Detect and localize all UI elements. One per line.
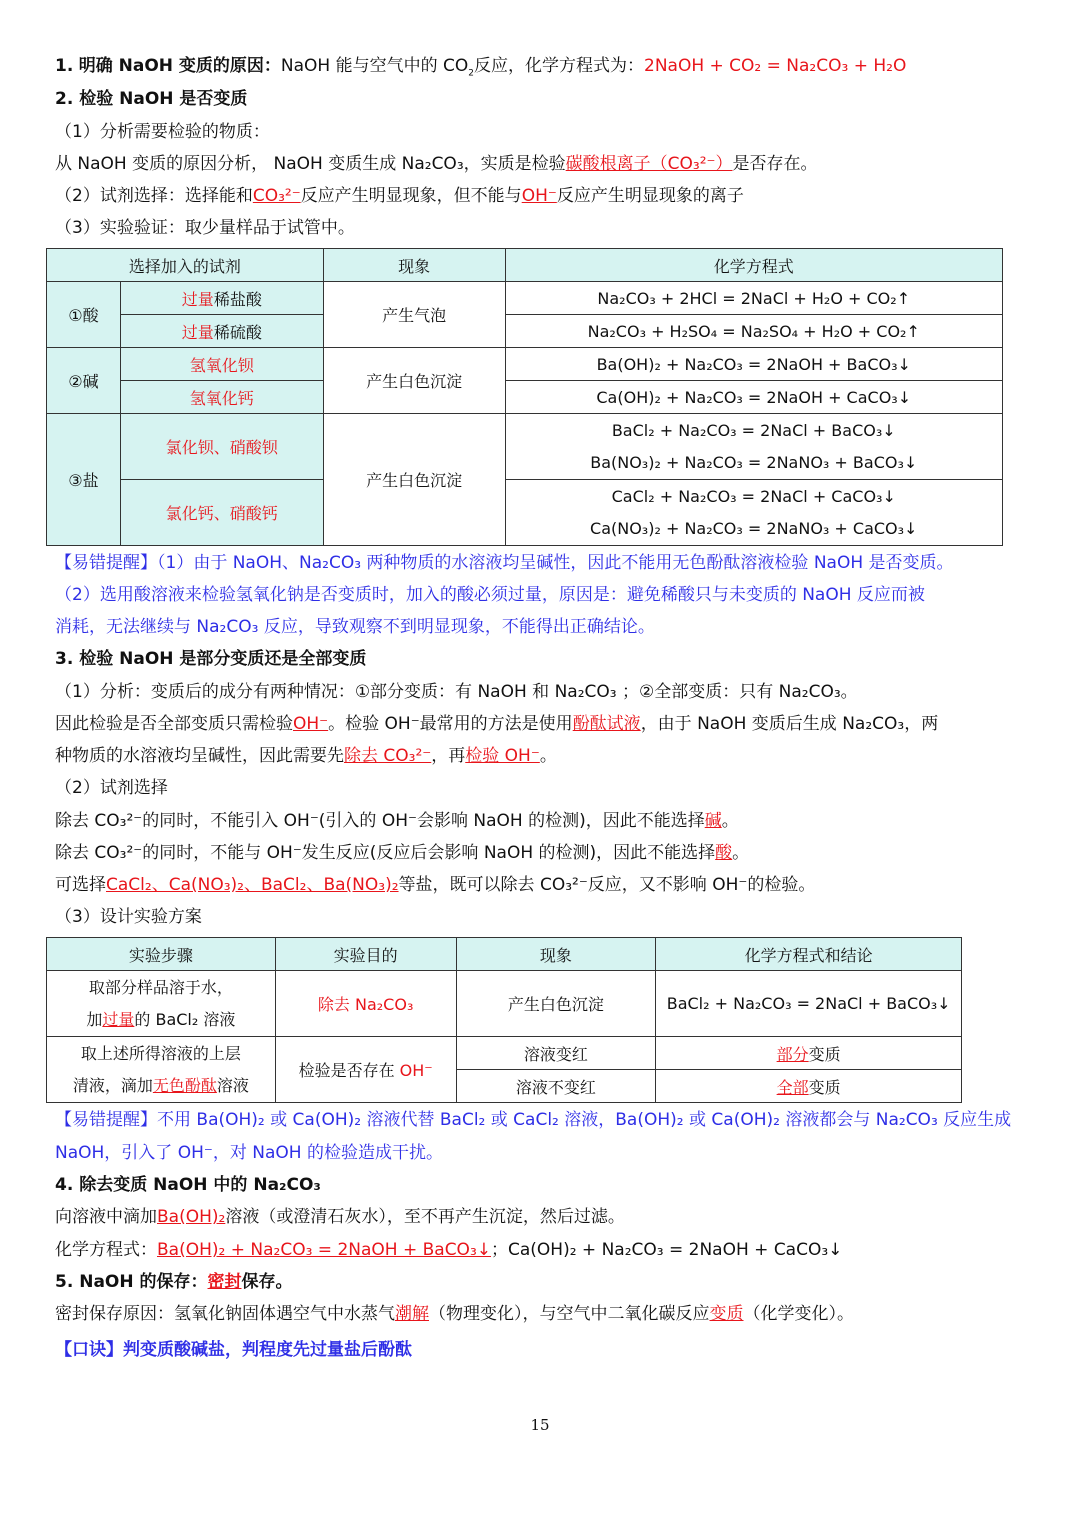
s4-p1-text: 向溶液中滴加: [55, 1207, 157, 1227]
full-answer: 全部: [776, 1077, 809, 1097]
s3-p3-end: 。: [539, 746, 557, 766]
equation-hcl: Na₂CO₃ + 2HCl = 2NaCl + H₂O + CO₂↑: [505, 282, 1003, 315]
header-purpose: 实验目的: [275, 938, 456, 971]
section1-line: [55, 53, 906, 79]
section4-p1: [55, 1204, 625, 1230]
base-answer: 碱: [704, 811, 722, 831]
section2-title: 检验 NaOH 是否变质: [79, 89, 248, 109]
phenolphthalein-answer: 无色酚酞: [152, 1075, 217, 1095]
salts-answer: CaCl₂、Ca(NO₃)₂、BaCl₂、Ba(NO₃)₂: [106, 875, 399, 895]
step-1-line1: 取部分样品溶于水，: [88, 977, 233, 997]
reagent-excess: 过量: [181, 322, 214, 342]
conclusion-partial: [656, 1037, 962, 1070]
section3-p6: [55, 840, 749, 866]
equation-1: BaCl₂ + Na₂CO₃ = 2NaCl + BaCO₃↓: [656, 971, 962, 1037]
section2-p4: （3）实验验证：取少量样品于试管中。: [55, 218, 355, 238]
phenomenon-base: 产生白色沉淀: [323, 348, 505, 414]
group-salt: ③盐: [47, 414, 121, 546]
acid-answer: 酸: [715, 843, 733, 863]
page-number: 15: [530, 1416, 550, 1434]
step-1: [47, 971, 276, 1037]
s4-p1-end: 溶液（或澄清石灰水），至不再产生沉淀，然后过滤。: [225, 1207, 625, 1227]
s3-p2-text: 因此检验是否全部变质只需检验: [55, 714, 293, 734]
section3-p1: （1）分析：变质后的成分有两种情况：①部分变质：有 NaOH 和 Na₂CO₃ ；②全部变质：只有 Na₂CO₃。: [55, 682, 858, 702]
s5-p1-mid: （物理变化），与空气中二氧化碳反应: [429, 1304, 710, 1324]
step-2: [47, 1037, 276, 1103]
section2-heading: [55, 86, 247, 112]
section2-p2-text: 从 NaOH 变质的原因分析， NaOH 变质生成 Na₂CO₃，实质是检验: [55, 154, 566, 174]
reagent-barium-salts: 氯化钡、硝酸钡: [120, 414, 323, 480]
header-reagent: 选择加入的试剂: [47, 249, 324, 282]
s3-p5-end: 。: [721, 811, 739, 831]
section3-p8: （3）设计实验方案: [55, 907, 202, 927]
conclusion-text: 变质: [808, 1044, 841, 1064]
reagent-baoh2: 氢氧化钡: [120, 348, 323, 381]
excess-answer: 过量: [102, 1009, 135, 1029]
section2-number: 2.: [55, 89, 74, 109]
step-text: 加: [86, 1009, 103, 1029]
phenolphthalein-answer: 酚酞试液: [572, 714, 641, 734]
s5-p1-text: 密封保存原因：氢氧化钠固体遇空气中水蒸气: [55, 1304, 395, 1324]
section5-title: NaOH 的保存：: [79, 1272, 208, 1292]
equation-bano3: Ba(NO₃)₂ + Na₂CO₃ = 2NaNO₃ + BaCO₃↓: [505, 447, 1003, 480]
section4-p2: [55, 1237, 842, 1263]
hydroxide-answer: OH⁻: [521, 186, 557, 206]
equation-answer: Ba(OH)₂ + Na₂CO₃ = 2NaOH + BaCO₃↓: [157, 1240, 491, 1260]
header-step: 实验步骤: [47, 938, 276, 971]
experiment-table: [46, 937, 962, 1103]
purpose-2: [275, 1037, 456, 1103]
s3-p6-text: 除去 CO₃²⁻的同时，不能与 OH⁻发生反应(反应后会影响 NaOH 的检测)，因此不能选择: [55, 843, 716, 863]
baoh2-answer: Ba(OH)₂: [157, 1207, 226, 1227]
equation-bacl2: BaCl₂ + Na₂CO₃ = 2NaCl + BaCO₃↓: [505, 414, 1003, 447]
group-base: ②碱: [47, 348, 121, 414]
phenomenon-1: 产生白色沉淀: [456, 971, 656, 1037]
reagent-caoh2: 氢氧化钙: [120, 381, 323, 414]
section5-p1: [55, 1301, 854, 1327]
section3-p3: [55, 743, 557, 769]
section1-title: 明确 NaOH 变质的原因：: [78, 56, 281, 76]
carbonate-answer: CO₃²⁻: [252, 186, 301, 206]
s3-p2-mid: 。检验 OH⁻最常用的方法是使用: [328, 714, 573, 734]
purpose-1: 除去 Na₂CO₃: [275, 971, 456, 1037]
s3-p2-end: ，由于 NaOH 变质后生成 Na₂CO₃，两: [640, 714, 939, 734]
tip2-line2: NaOH，引入了 OH⁻，对 NaOH 的检验造成干扰。: [55, 1143, 443, 1163]
deliquescence-answer: 潮解: [395, 1304, 429, 1324]
section3-heading: [55, 646, 366, 672]
partial-answer: 部分: [776, 1044, 809, 1064]
s3-p7-end: 等盐，既可以除去 CO₃²⁻反应，又不影响 OH⁻的检验。: [398, 875, 816, 895]
section2-p1: （1）分析需要检验的物质：: [55, 122, 270, 142]
equation-caoh2: Ca(OH)₂ + Na₂CO₃ = 2NaOH + CaCO₃↓: [505, 381, 1003, 414]
purpose-text: 检验是否存在: [298, 1061, 400, 1080]
conclusion-text: 变质: [808, 1077, 841, 1097]
carbonate-ion-answer: 碳酸根离子（CO₃²⁻）: [565, 154, 733, 174]
section2-p3-text: （2）试剂选择：选择能和: [55, 186, 253, 206]
section4-title: 除去变质 NaOH 中的 Na₂CO₃: [79, 1175, 321, 1195]
reagent-excess: 过量: [181, 289, 214, 309]
equation-cacl2: CaCl₂ + Na₂CO₃ = 2NaCl + CaCO₃↓: [505, 480, 1003, 513]
s3-p5-text: 除去 CO₃²⁻的同时，不能引入 OH⁻(引入的 OH⁻会影响 NaOH 的检测)，因此不能选择: [55, 811, 705, 831]
step-2-line1: 取上述所得溶液的上层: [80, 1043, 241, 1063]
step-2-line2: [47, 1070, 275, 1102]
phenomenon-not-red: 溶液不变红: [456, 1070, 656, 1103]
s3-p3-text: 种物质的水溶液均呈碱性，因此需要先: [55, 746, 344, 766]
section2-p3: [55, 183, 744, 209]
section5-title2: 保存。: [241, 1272, 293, 1292]
reagent-hcl: [120, 282, 323, 315]
reagent-h2so4: [120, 315, 323, 348]
tip1-line1: 【易错提醒】（1）由于 NaOH、Na₂CO₃ 两种物质的水溶液均呈碱性，因此不能用无色酚酞溶液检验 NaOH 是否变质。: [55, 553, 954, 573]
hydroxide-answer: OH⁻: [293, 714, 329, 734]
hydroxide-answer: OH⁻: [399, 1061, 433, 1080]
s5-p1-end: （化学变化）。: [743, 1304, 854, 1324]
seal-answer: 密封: [207, 1272, 242, 1292]
section5-number: 5.: [55, 1272, 74, 1292]
section2-p2: [55, 151, 818, 177]
s4-p2-label: 化学方程式：: [55, 1240, 157, 1260]
section3-title: 检验 NaOH 是部分变质还是全部变质: [79, 649, 367, 669]
section3-p5: [55, 808, 739, 834]
tip1-line2: （2）选用酸溶液来检验氢氧化钠是否变质时，加入的酸必须过量，原因是：避免稀酸只与未变质的 NaOH 反应而被: [55, 585, 925, 605]
s3-p6-end: 。: [732, 843, 750, 863]
phenomenon-salt: 产生白色沉淀: [323, 414, 505, 546]
test-hydroxide-answer: 检验 OH⁻: [465, 746, 540, 766]
section2-p2-end: 是否存在。: [732, 154, 818, 174]
phenomenon-acid: 产生气泡: [323, 282, 505, 348]
remove-carbonate-answer: 除去 CO₃²⁻: [344, 746, 432, 766]
rhyme: 【口诀】判变质酸碱盐，判程度先过量盐后酚酞: [55, 1340, 412, 1360]
deterioration-answer: 变质: [709, 1304, 744, 1324]
s3-p7-text: 可选择: [55, 875, 106, 895]
section3-p2: [55, 711, 938, 737]
section1-text: NaOH 能与空气中的 CO: [280, 56, 469, 76]
section3-number: 3.: [55, 649, 74, 669]
section3-p4: （2）试剂选择: [55, 778, 168, 798]
section4-heading: [55, 1172, 321, 1198]
equation-cano3: Ca(NO₃)₂ + Na₂CO₃ = 2NaNO₃ + CaCO₃↓: [505, 513, 1003, 546]
section2-p3-mid: 反应产生明显现象，但不能与: [300, 186, 522, 206]
header-phenomenon: 现象: [323, 249, 505, 282]
phenomenon-red: 溶液变红: [456, 1037, 656, 1070]
step-text: 清液，滴加: [72, 1075, 153, 1095]
section2-p3-end: 反应产生明显现象的离子: [556, 186, 744, 206]
s4-p2-end: ；Ca(OH)₂ + Na₂CO₃ = 2NaOH + CaCO₃↓: [491, 1240, 843, 1260]
reagent-calcium-salts: 氯化钙、硝酸钙: [120, 480, 323, 546]
section5-heading: [55, 1269, 293, 1295]
s3-p3-mid: ，再: [431, 746, 466, 766]
section4-number: 4.: [55, 1175, 74, 1195]
header-equation: 化学方程式: [505, 249, 1003, 282]
tip1-line3: 消耗，无法继续与 Na₂CO₃ 反应，导致观察不到明显现象，不能得出正确结论。: [55, 617, 655, 637]
step-1-line2: [47, 1004, 275, 1036]
equation-h2so4: Na₂CO₃ + H₂SO₄ = Na₂SO₄ + H₂O + CO₂↑: [505, 315, 1003, 348]
reagent-table: [46, 248, 1003, 546]
header-phenomenon: 现象: [456, 938, 656, 971]
step-text: 溶液: [216, 1075, 249, 1095]
reagent-name: 稀硫酸: [213, 322, 262, 342]
conclusion-full: [656, 1070, 962, 1103]
reagent-name: 稀盐酸: [213, 289, 262, 309]
section1-sub: 2: [468, 68, 475, 79]
header-conclusion: 化学方程式和结论: [656, 938, 962, 971]
tip2-line1: 【易错提醒】不用 Ba(OH)₂ 或 Ca(OH)₂ 溶液代替 BaCl₂ 或 CaCl₂ 溶液，Ba(OH)₂ 或 Ca(OH)₂ 溶液都会与 Na₂CO₃ 反应生成: [55, 1110, 1012, 1130]
step-text: 的 BaCl₂ 溶液: [134, 1009, 236, 1029]
section3-p7: [55, 872, 815, 898]
equation-baoh2: Ba(OH)₂ + Na₂CO₃ = 2NaOH + BaCO₃↓: [505, 348, 1003, 381]
section1-equation: 2NaOH + CO₂ = Na₂CO₃ + H₂O: [644, 56, 907, 76]
section1-text2: 反应，化学方程式为：: [474, 56, 645, 76]
section1-number: 1.: [55, 56, 74, 76]
group-acid: ①酸: [47, 282, 121, 348]
